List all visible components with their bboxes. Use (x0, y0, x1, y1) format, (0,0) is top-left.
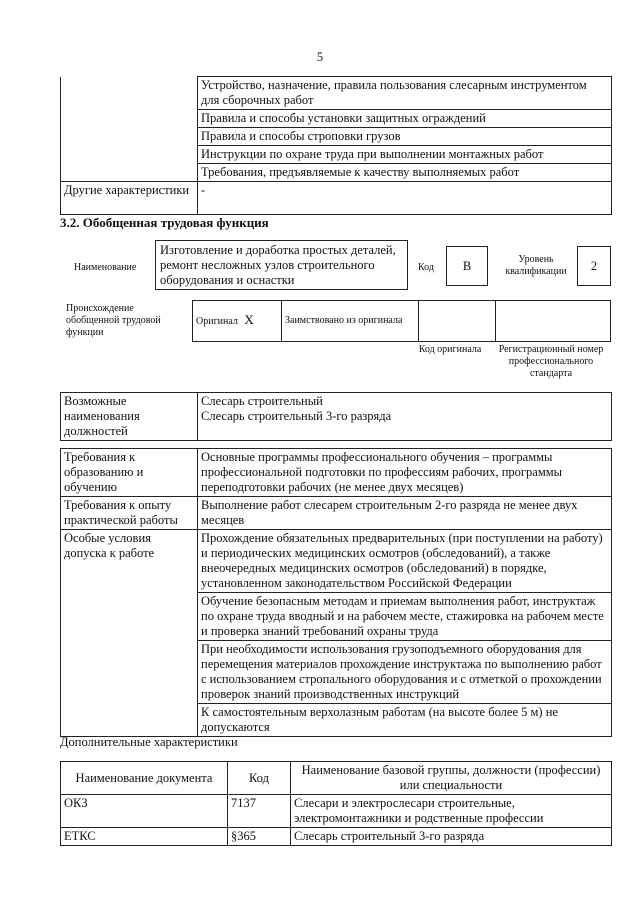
page-number: 5 (316, 50, 324, 64)
doc-cell: ЕТКС (61, 828, 228, 846)
positions-table (60, 392, 612, 441)
knowledge-item: Устройство, назначение, правила пользования слесарным инструментом для сборочных работ (198, 77, 612, 110)
conditions-label: Особые условия допуска к работе (61, 530, 198, 737)
code-cell: §365 (228, 828, 291, 846)
header-name: Наименование базовой группы, должности (профессии) или специальности (291, 762, 612, 795)
doc-cell: ОКЗ (61, 795, 228, 828)
education-label: Требования к образованию и обучению (61, 449, 198, 497)
positions-label: Возможные наименования должностей (61, 393, 198, 441)
experience-value: Выполнение работ слесарем строительным 2-го разряда не менее двух месяцев (198, 497, 612, 530)
level-value: 2 (590, 259, 598, 273)
name-label: Наименование (74, 262, 137, 273)
code-value: В (462, 259, 472, 273)
experience-label: Требования к опыту практической работы (61, 497, 198, 530)
header-code: Код (228, 762, 291, 795)
header-document: Наименование документа (61, 762, 228, 795)
table-row (61, 182, 612, 215)
level-box (577, 246, 611, 286)
reg-number-cell (496, 301, 611, 342)
positions-values (198, 393, 612, 441)
name-cell: Слесарь строительный 3-го разряда (291, 828, 612, 846)
table-header-row (61, 762, 612, 795)
name-cell: Слесари и электрослесари строительные, электромонтажники и родственные профессии (291, 795, 612, 828)
table-row (61, 393, 612, 441)
code-original-caption: Код оригинала (418, 344, 482, 355)
table-row (61, 497, 612, 530)
condition-item: Обучение безопасным методам и приемам выполнения работ, инструктаж по охране труда вводный и на рабочем месте, стажировка на рабочем месте и проверка знаний требований охраны труда (198, 593, 612, 641)
origin-label: Происхождение обобщенной трудовой функции (66, 303, 161, 338)
other-label: Другие характеристики (61, 182, 198, 215)
code-label: Код (418, 262, 434, 273)
table-row (61, 77, 612, 110)
position-2: Слесарь строительный 3-го разряда (201, 409, 392, 423)
other-value: - (198, 182, 612, 215)
function-name-box (155, 240, 408, 290)
additional-title: Дополнительные характеристики (60, 735, 238, 749)
table-row (61, 795, 612, 828)
table-row (61, 449, 612, 497)
level-label: Уровень квалификации (505, 254, 567, 277)
knowledge-item: Инструкции по охране труда при выполнении монтажных работ (198, 146, 612, 164)
knowledge-table (60, 76, 612, 215)
original-mark: Х (244, 312, 254, 327)
borrowed-cell: Заимствовано из оригинала (282, 301, 419, 342)
function-name: Изготовление и доработка простых деталей, ремонт несложных узлов строительного оборудования и оснастки (160, 243, 396, 287)
position-1: Слесарь строительный (201, 394, 323, 408)
left-cell (61, 77, 198, 182)
section-title: 3.2. Обобщенная трудовая функция (60, 215, 269, 230)
education-value: Основные программы профессионального обучения – программы профессиональной подготовки по профессиям рабочих, программы переподготовки рабочих (не менее двух месяцев) (198, 449, 612, 497)
condition-item: К самостоятельным верхолазным работам (на высоте более 5 м) не допускаются (198, 704, 612, 737)
condition-item: При необходимости использования грузоподъемного оборудования для перемещения материалов прохождение инструктажа по выполнению работ с использованием стропального оборудования и с отметкой о прохождении проверок знаний производственных инструкций (198, 641, 612, 704)
table-row (193, 301, 611, 342)
knowledge-item: Правила и способы строповки грузов (198, 128, 612, 146)
requirements-table (60, 448, 612, 737)
code-original-cell (419, 301, 496, 342)
origin-table (192, 300, 611, 342)
reg-number-caption: Регистрационный номер профессионального стандарта (498, 344, 604, 379)
knowledge-item: Требования, предъявляемые к качеству выполняемых работ (198, 164, 612, 182)
additional-table (60, 761, 612, 846)
table-row (61, 828, 612, 846)
condition-item: Прохождение обязательных предварительных (при поступлении на работу) и периодических медицинских осмотров (обследований), а также внеочередных медицинских осмотров (обследований) в порядке, установленном законодательством Российской Федерации (198, 530, 612, 593)
original-cell (193, 301, 282, 342)
knowledge-item: Правила и способы установки защитных ограждений (198, 110, 612, 128)
original-label: Оригинал (196, 316, 238, 327)
code-cell: 7137 (228, 795, 291, 828)
code-box (446, 246, 488, 286)
table-row (61, 530, 612, 593)
